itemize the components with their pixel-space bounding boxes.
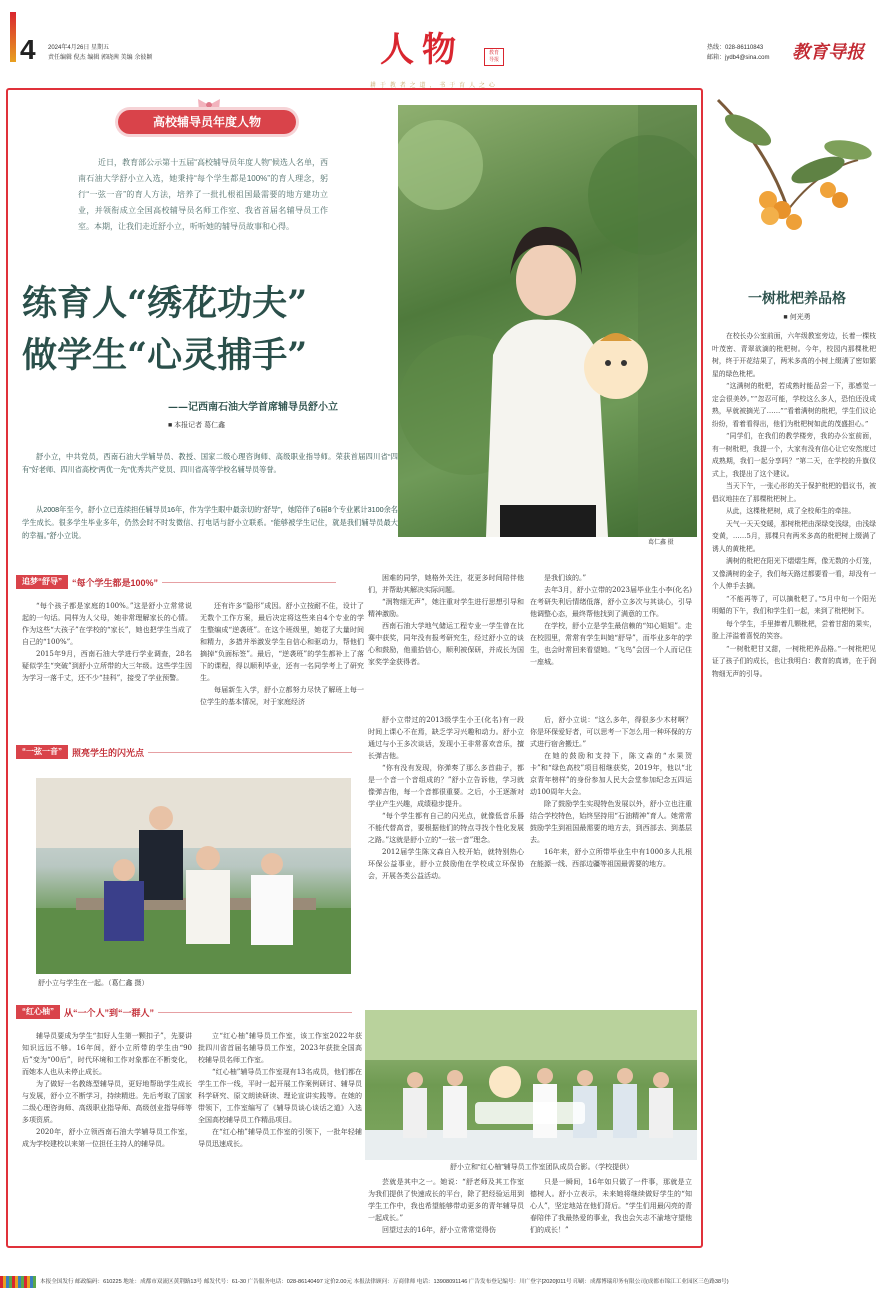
bio-text: 舒小立，中共党员，西南石油大学辅导员、教授、国家二级心理咨询师、高级职业指导师。荣获首届四川省“四有”好老师、四川省高校“两优一先”优秀共产党员、四川省高等学校名辅导员等誉。 bbox=[22, 452, 398, 474]
paragraph: “同学们，在我们的教学楼旁，我的办公室前面，有一树枇杷，我提一个，大家有没有信心让它安然度过成熟期，我们一起分享吗？”第二天，在学校的升旗仪式上，我提出了这个建议。 bbox=[712, 432, 876, 478]
byline: ■ 本报记者 葛仁鑫 bbox=[168, 422, 226, 429]
paper-logo: 教育导报 bbox=[792, 42, 864, 63]
section-subtitle: 耕 于 教 者 之 道 ， 书 于 育 人 之 心 bbox=[370, 82, 496, 89]
paragraph: “你有没有发现，你弹奏了那么多首曲子，都是一个音一个音组成的？”舒小立告诉他，学习就像弹吉他，每一个音都很重要。之后，小王逐渐对学业产生兴趣，成绩稳步提升。 bbox=[368, 764, 524, 808]
main-photo bbox=[398, 105, 697, 537]
s1-column-3 bbox=[368, 572, 524, 714]
s1-column-2 bbox=[200, 600, 364, 732]
paragraph: “每个学生都有自己的闪光点，就像低音乐器不能代替高音，要根据他们的特点寻找个性化发展之路。”这就是舒小立的“一弦一音”理念。 bbox=[368, 812, 524, 844]
paragraph: “一树枇杷甘又甜，一树枇杷养品格。”一树枇杷见证了孩子们的成长，也让我明白：教育的真谛，在于润物细无声的引导。 bbox=[712, 644, 876, 678]
paragraph: 西南石油大学地气储运工程专业一学生曾在比赛中获奖，同年没有报考研究生，经过舒小立的谈心和鼓励，他重拾信心，顺利被保研，并成长为国家奖学金获得者。 bbox=[368, 622, 524, 666]
paragraph: 是我们该的。” bbox=[544, 574, 587, 582]
headline-subtitle: ——记西南石油大学首席辅导员舒小立 bbox=[168, 402, 338, 413]
paragraph: “这满树的枇杷，若成熟时能品尝一下，那感觉一定会很美妙。”“忽忍可能，学校这么多人，恐怕还没成熟，早就被摘光了……”“看着满树的枇杷，学生们议论纷纷，看着看得出，他们为枇杷树如此的茂盛担心。” bbox=[712, 382, 876, 428]
s3-column-3 bbox=[368, 1176, 524, 1246]
contact-phone: 热线：028-86110843 bbox=[707, 45, 764, 51]
loquat-illustration bbox=[708, 90, 878, 290]
team-photo-caption: 舒小立和“红心柚”辅导员工作室团队成员合影。（学校提供） bbox=[450, 1164, 634, 1171]
banner-text: 高校辅导员年度人物 bbox=[152, 115, 261, 129]
essay-body bbox=[712, 330, 876, 1246]
students-photo bbox=[36, 778, 351, 974]
section3-heading bbox=[16, 1004, 352, 1020]
paragraph: 还有许多“隐形”成因。舒小立按耐不住，设计了无数个工作方案，最后决定将这些来自4个专业的学生整编成“逆袭班”。在这个班级里，她花了大量时间和精力，多措并举激发学生自信心和驱动力，帮他们摘掉“负面标签”。最后，“逆袭班”的学生都补上了落下的课程，得以顺利毕业，还有一名同学考上了研究生。 bbox=[200, 602, 364, 682]
paragraph: “润物细无声”，她注重对学生进行思想引导和精神激励。 bbox=[368, 598, 524, 618]
paragraph: 去年3月，舒小立带的2023届毕业生小李(化名)在考研失利后情绪低落，舒小立多次与其谈心，引导他调整心态，最终帮他找到了满意的工作。 bbox=[530, 586, 692, 618]
page-header bbox=[0, 0, 884, 88]
paragraph: 在她的鼓励和支持下，陈文森的“水果贺卡”和“绿色高校”项目相继获奖，2019年，他以“北京青年榜样”的身份参加人民大会堂参加纪念五四运动100周年大会。 bbox=[530, 752, 692, 796]
section1-heading bbox=[16, 574, 336, 590]
section3-rule bbox=[158, 1012, 352, 1013]
paragraph: 立“红心柚”辅导员工作室，该工作室2022年获批四川省首届名辅导员工作室，2023年获批全国高校辅导员名师工作室。 bbox=[198, 1032, 362, 1064]
essay-author: ■ 何光勇 bbox=[783, 314, 811, 321]
paragraph: 当天下午，一张心形的关于保护枇杷的倡议书，被倡议地挂在了那棵枇杷树上。 bbox=[712, 482, 876, 503]
paragraph: 辅导员要成为学生“扣好人生第一颗扣子”，先要讲知识远远不够。16年间，舒小立所带的学生由“90后”变为“00后”，时代环境和工作对象都在不断变化，而她本人也从未停止成长。 bbox=[22, 1032, 192, 1076]
paragraph: 在学校，舒小立是学生最信赖的“知心姐姐”。走在校园里，常常有学生叫她“舒导”，而毕业多年的学生，也会时常回来看望她。“飞鸟”会因一个人而记住一座城。 bbox=[530, 622, 692, 666]
section1-title: “每个学生都是100%” bbox=[72, 577, 159, 588]
footer-stripes bbox=[0, 1276, 36, 1288]
paragraph: 在“红心柚”辅导员工作室的引领下，一批年轻辅导员迅速成长。 bbox=[198, 1128, 362, 1148]
main-photo-credit: 葛仁鑫 摄 bbox=[648, 540, 674, 546]
paragraph: “每个孩子都是家庭的100%。”这是舒小立常常说起的一句话。同样为人父母，她非常理解家长的心情。作为这些“大孩子”在学校的“家长”，她也把学生当成了自己的“100%”。 bbox=[22, 602, 192, 646]
paragraph: 在校长办公室前面，六年级教室旁边，长着一棵枝叶茂密、青翠欲滴的枇杷树。今年，校园内那棵枇杷树，终于开花结果了，两米多高的小树上缀满了密如繁星的绿色枇杷。 bbox=[712, 332, 876, 378]
section2-tag: “一弦一音” bbox=[16, 745, 68, 759]
paragraph: 困难的同学，她格外关注，花更多时间陪伴他们，并帮助其解决实际问题。 bbox=[368, 574, 524, 594]
essay-title: 一树枇杷养品格 bbox=[748, 291, 846, 307]
s2-column-1 bbox=[368, 714, 524, 998]
section1-rule bbox=[162, 582, 336, 583]
lead-text: 从2008年至今，舒小立已连续担任辅导员16年，作为学生眼中最亲切的“舒导”，她陪伴了6届8个专业累计3100余名学生成长。很多学生毕业多年，仍然会时不时发微信、打电话与舒小立联系。“能够被学生记住，就是我们辅导员最大的幸福。”舒小立说。 bbox=[22, 505, 398, 540]
section3-tag: “红心柚” bbox=[16, 1005, 60, 1019]
headline-line1: 练育人“绣花功夫” bbox=[22, 283, 308, 324]
s3-column-2 bbox=[198, 1030, 362, 1242]
intro-text: 近日，教育部公示第十五届“高校辅导员年度人物”候选人名单，西南石油大学舒小立入选，她秉持“每个学生都是100%”的育人理念，躬行“一弦一音”的育人方法，培养了一批扎根祖国最需要的地方建功立业，并领衔成立全国高校辅导员名师工作室、我省首届名辅导员工作室。本期，让我们走近舒小立，听听她的辅导员故事和心得。 bbox=[78, 158, 328, 231]
paragraph: 每届新生入学，舒小立都努力尽快了解班上每一位学生的基本情况，对于家庭经济 bbox=[200, 686, 364, 706]
team-photo bbox=[365, 1010, 697, 1160]
paragraph: 满树的枇杷在阳光下熠熠生辉，像无数的小灯笼，又像满树的金子，我们每天路过都要看一看，却没有一个人伸手去摘。 bbox=[712, 557, 876, 590]
section-title: 人物 bbox=[380, 30, 464, 70]
section2-rule bbox=[148, 752, 352, 753]
section2-heading bbox=[16, 744, 352, 760]
paragraph: 后，舒小立说：“这么多年，得很多少木材啊？你是环保爱好者，可以思考一下怎么用一种环保的方式进行宿舍搬迁。” bbox=[530, 716, 692, 748]
paragraph: 天气一天天变暖，那树枇杷由深绿变浅绿，由浅绿变黄，……5月，那棵只有两米多高的枇杷树上缀满了诱人的黄枇杷。 bbox=[712, 519, 876, 553]
paragraph: 回望过去的16年，舒小立常常觉得伤 bbox=[382, 1226, 496, 1234]
paragraph: 16年来，舒小立所带毕业生中有1000多人扎根在能源一线、西部边疆等祖国最需要的地方。 bbox=[530, 848, 692, 868]
page-number: 4 bbox=[20, 34, 36, 65]
paragraph: 为了做好一名教练型辅导员，更好地帮助学生成长与发展，舒小立不断学习，持续精进。先后考取了国家二级心理咨询师、高级职业指导师、高级创业指导师等多项资质。 bbox=[22, 1080, 192, 1124]
s1-column-4 bbox=[530, 572, 692, 714]
footer-text: 本报全国发行 邮政编码：610225 地址：成都市双流区黄荆路13号 邮发代号：61-30 广告服务电话：028-86140497 定价2.00元 本报法律顾问：万商律师 电话：13908091146 广告发布登记编号：川广登字[2020]011号 印刷：成都博瑞印务有限公司(成都市锦江工业园区三色路38号) bbox=[40, 1279, 729, 1285]
s3-column-1 bbox=[22, 1030, 192, 1242]
students-photo-caption: 舒小立与学生在一起。（葛仁鑫 摄） bbox=[38, 980, 149, 987]
paragraph: 芸就是其中之一。她说：“舒老师及其工作室为我们提供了快速成长的平台，除了把经验运用到学生工作中，我也希望能够带动更多的青年辅导员一起成长。” bbox=[368, 1178, 524, 1222]
color-strip bbox=[10, 12, 16, 62]
paragraph: 舒小立带过的2013级学生小王(化名)有一段时间上课心不在焉，缺乏学习兴趣和动力。舒小立通过与小王多次谈话，发现小王非常喜欢音乐，擅长弹吉他。 bbox=[368, 716, 524, 760]
section3-title: 从“一个人”到“一群人” bbox=[64, 1007, 155, 1018]
paragraph: 从此，这棵枇杷树，成了全校师生的牵挂。 bbox=[726, 507, 856, 515]
paragraph: 只是一瞬间，16年如只做了一件事，那就是立德树人。舒小立表示，未来她将继续做好学生的“知心人”，坚定地站在他们背后。“学生们用最闪亮的青春陪伴了我最热爱的事业，我也会矢志不渝地守望他们的成长！” bbox=[530, 1178, 692, 1234]
paragraph: “不能再等了，可以摘枇杷了。”5月中旬一个阳光明媚的下午，我们和学生们一起，来到了枇杷树下。 bbox=[712, 594, 876, 615]
paragraph: “红心柚”辅导员工作室现有13名成员，他们都在学生工作一线，平时一起开展工作案例研讨、辅导员科学研究、原文朗读研读、理论宣讲实践等。在她的带领下，工作室编写了《辅导员谈心谈话之道》入选全国高校辅导员工作精品项目。 bbox=[198, 1068, 362, 1124]
paragraph: 除了鼓励学生实现特色发展以外，舒小立也注重结合学校特色，始终坚持用“石油精神”育人。她常常鼓励学生到祖国最需要的地方去，到西部去、到基层去。 bbox=[530, 800, 692, 844]
s2-column-2 bbox=[530, 714, 692, 998]
section-seal-icon: 教育 导报 bbox=[484, 48, 504, 66]
section1-tag: 追梦“舒导” bbox=[16, 575, 68, 589]
paragraph: 2020年，舒小立领西南石油大学辅导员工作室，成为学校建校以来第一位担任主持人的辅导员。 bbox=[22, 1128, 192, 1148]
paragraph: 每个学生，手里捧着几颗枇杷，尝着甘甜的果实，脸上洋溢着喜悦的笑容。 bbox=[712, 619, 876, 640]
issue-date: 2024年4月26日 星期五 bbox=[48, 45, 110, 51]
section2-title: 照亮学生的闪光点 bbox=[72, 747, 145, 758]
paragraph: 2012届学生陈文森自入校开始，就特别热心环保公益事业，舒小立鼓励他在学校成立环保协会，开展各类公益活动。 bbox=[368, 848, 524, 880]
paragraph: 2015年9月，西南石油大学进行学业调查，28名疑似学生“突破”到舒小立所带的大三年级。这些学生因为学习一落千丈，还不少“挂科”，接受了学业预警。 bbox=[22, 650, 192, 682]
headline-line2: 做学生“心灵捕手” bbox=[22, 335, 308, 376]
s3-column-4 bbox=[530, 1176, 692, 1246]
editors-line: 责任编辑 倪杰 编辑 郭晓茜 美编 余彼颖 bbox=[48, 55, 153, 61]
s1-column-1 bbox=[22, 600, 192, 732]
contact-email: 邮箱：jydb4@sina.com bbox=[707, 55, 770, 61]
banner-bow-icon bbox=[196, 97, 222, 111]
